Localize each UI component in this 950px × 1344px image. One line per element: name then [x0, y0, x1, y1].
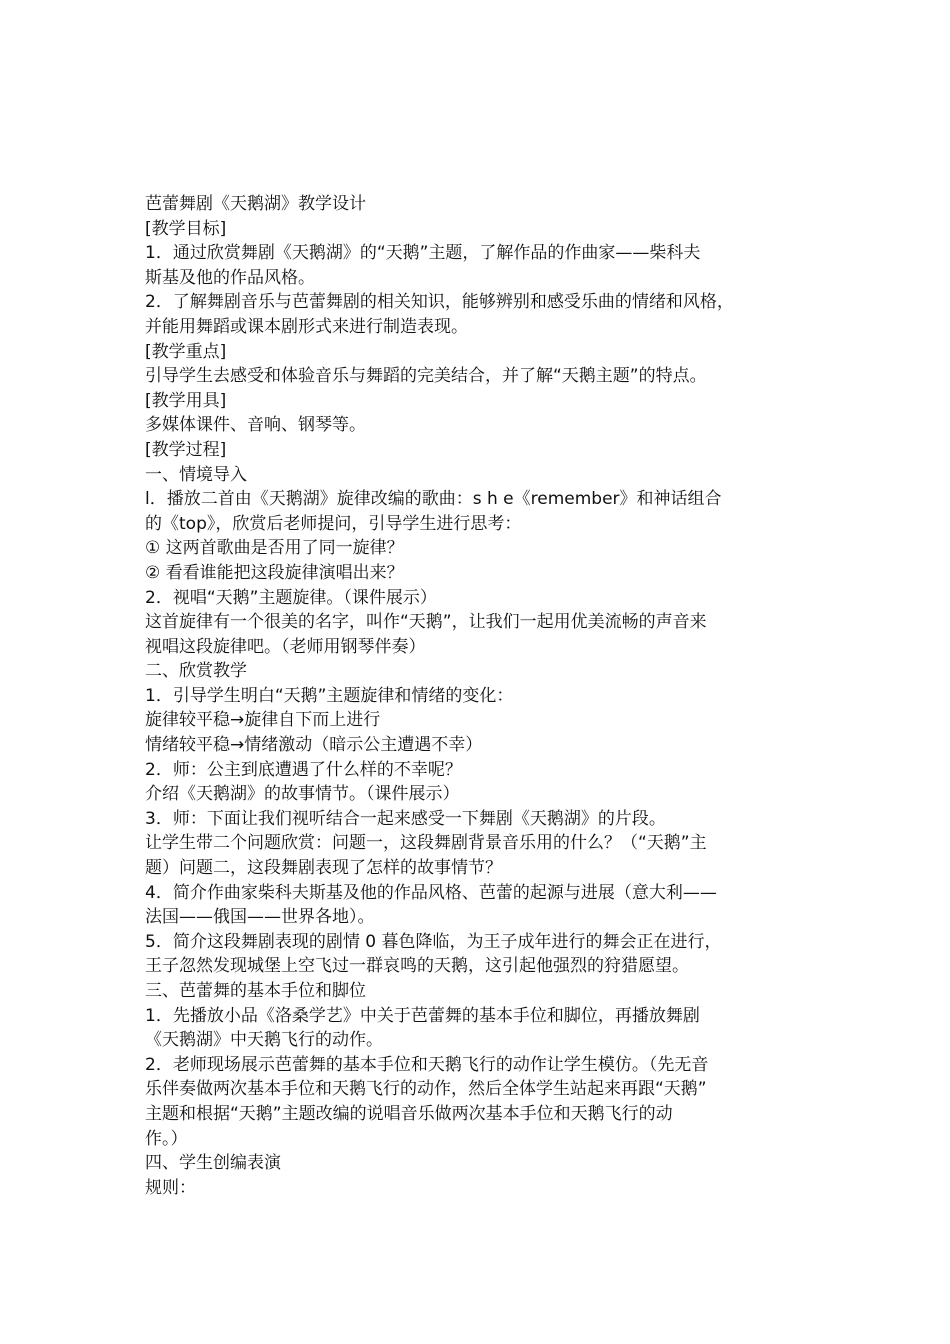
subsection-heading: 三、芭蕾舞的基本手位和脚位 — [145, 981, 366, 1001]
subsection-heading: 四、学生创编表演 — [145, 1153, 281, 1174]
text-line: 题）问题二，这段舞剧表现了怎样的故事情节？ — [145, 858, 502, 879]
text-line: 主题和根据“天鹅”主题改编的说唱音乐做两次基本手位和天鹅飞行的动 — [145, 1103, 673, 1124]
text-line: 作。） — [145, 1128, 188, 1149]
text-line: 视唱这段旋律吧。（老师用钢琴伴奏） — [145, 636, 426, 657]
text-line: 的《top》，欣赏后老师提问，引导学生进行思考： — [145, 513, 522, 534]
text-line: 5．简介这段舞剧表现的剧情 0 暮色降临，为王子成年进行的舞会正在进行， — [145, 931, 722, 952]
subsection-heading: 一、情境导入 — [145, 464, 247, 485]
text-line: 4．简介作曲家柴科夫斯基及他的作品风格、芭蕾的起源与进展（意大利—— — [145, 882, 717, 903]
text-line: 1．引导学生明白“天鹅”主题旋律和情绪的变化： — [145, 685, 514, 706]
text-line: 规则： — [145, 1177, 196, 1198]
section-heading: [教学过程] — [145, 439, 227, 460]
text-line: 并能用舞蹈或课本剧形式来进行制造表现。 — [145, 316, 468, 337]
text-line: 2．了解舞剧音乐与芭蕾舞剧的相关知识，能够辨别和感受乐曲的情绪和风格， — [145, 292, 734, 313]
text-line: 多媒体课件、音响、钢琴等。 — [145, 415, 366, 436]
text-line: ② 看看谁能把这段旋律演唱出来？ — [145, 562, 404, 583]
text-line: ① 这两首歌曲是否用了同一旋律？ — [145, 538, 404, 559]
text-line: 介绍《天鹅湖》的故事情节。（课件展示） — [145, 784, 460, 805]
text-line: 3．师：下面让我们视听结合一起来感受一下舞剧《天鹅湖》的片段。 — [145, 808, 666, 829]
text-line: 让学生带二个问题欣赏：问题一，这段舞剧背景音乐用的什么？（“天鹅”主 — [145, 833, 707, 854]
text-line: 这首旋律有一个很美的名字，叫作“天鹅”，让我们一起用优美流畅的声音来 — [145, 612, 707, 633]
section-heading: [教学重点] — [145, 341, 227, 362]
text-line: 2．老师现场展示芭蕾舞的基本手位和天鹅飞行的动作让学生模仿。（先无音 — [145, 1054, 709, 1075]
text-line: 法国——俄国——世界各地）。 — [145, 907, 375, 928]
text-line: 斯基及他的作品风格。 — [145, 267, 315, 288]
section-heading: [教学用具] — [145, 390, 227, 411]
text-line: 1．通过欣赏舞剧《天鹅湖》的“天鹅”主题，了解作品的作曲家——柴科夫 — [145, 243, 701, 264]
text-line: 引导学生去感受和体验音乐与舞蹈的完美结合，并了解“天鹅主题”的特点。 — [145, 366, 707, 387]
subsection-heading: 二、欣赏教学 — [145, 661, 247, 682]
text-line: l．播放二首由《天鹅湖》旋律改编的歌曲：s h e《remember》和神话组合 — [145, 489, 722, 510]
text-line: 1．先播放小品《洛桑学艺》中关于芭蕾舞的基本手位和脚位，再播放舞剧 — [145, 1005, 700, 1026]
text-line: 王子忽然发现城堡上空飞过一群哀鸣的天鹅，这引起他强烈的狩猎愿望。 — [145, 956, 689, 977]
doc-title: 芭蕾舞剧《天鹅湖》教学设计 — [145, 194, 366, 214]
text-line: 2．师：公主到底遭遇了什么样的不幸呢？ — [145, 759, 462, 780]
section-heading: [教学目标] — [145, 218, 227, 239]
text-line: 旋律较平稳→旋律自下而上进行 — [145, 710, 381, 731]
text-line: 乐伴奏做两次基本手位和天鹅飞行的动作，然后全体学生站起来再跟“天鹅” — [145, 1079, 707, 1100]
text-line: 《天鹅湖》中天鹅飞行的动作。 — [145, 1030, 383, 1051]
text-line: 2．视唱“天鹅”主题旋律。（课件展示） — [145, 587, 437, 608]
text-line: 情绪较平稳→情绪激动（暗示公主遭遇不幸） — [145, 735, 483, 756]
document-body — [145, 192, 820, 1200]
